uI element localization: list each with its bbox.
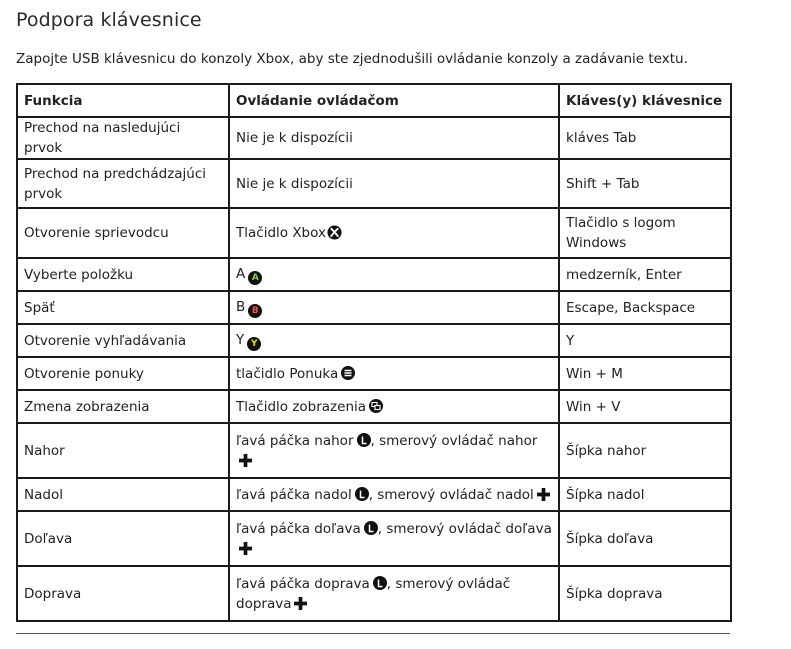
- section-divider: [16, 633, 730, 634]
- dpad-icon: [239, 542, 252, 555]
- table-row: [17, 208, 731, 258]
- cell-function: Zmena zobrazenia: [17, 390, 229, 423]
- xbox-logo-icon: [327, 225, 342, 240]
- intro-text: Zapojte USB klávesnicu do konzoly Xbox, aby ste zjednodušili ovládanie konzoly a zadávanie textu.: [16, 51, 688, 67]
- cell-controller: [229, 159, 559, 208]
- controller-text: A: [236, 266, 246, 282]
- cell-function: Prechod na nasledujúci prvok: [17, 117, 229, 159]
- table-row: [17, 258, 731, 291]
- controller-text: ľavá páčka nadol: [236, 486, 352, 503]
- cell-keyboard: kláves Tab: [559, 117, 731, 159]
- b-button-icon: B: [248, 304, 262, 318]
- cell-keyboard: Šípka doprava: [559, 566, 731, 621]
- table-row: [17, 324, 731, 357]
- controller-text: Tlačidlo zobrazenia: [236, 398, 367, 415]
- table-row: [17, 423, 731, 478]
- cell-controller: [229, 291, 559, 324]
- cell-controller: [229, 511, 559, 566]
- cell-function: Otvorenie ponuky: [17, 357, 229, 390]
- cell-controller: [229, 208, 559, 258]
- dpad-icon: [239, 454, 252, 467]
- controller-text: ľavá páčka doprava: [236, 575, 370, 592]
- table-row: [17, 357, 731, 390]
- table-body: [17, 117, 731, 621]
- cell-controller: [229, 478, 559, 511]
- controller-text-suffix: , smerový ovládač doľava: [377, 520, 552, 537]
- controller-text: B: [236, 299, 246, 315]
- cell-function: Nahor: [17, 423, 229, 478]
- a-button-icon: A: [248, 271, 262, 285]
- cell-keyboard: Tlačidlo s logom Windows: [559, 208, 731, 258]
- dpad-icon: [537, 488, 550, 501]
- cell-keyboard: Y: [559, 324, 731, 357]
- left-stick-icon: [364, 521, 378, 535]
- controller-text: ľavá páčka nahor: [236, 432, 354, 449]
- header-function: Funkcia: [17, 84, 229, 117]
- table-row: [17, 117, 731, 159]
- page-title: Podpora klávesnice: [16, 9, 202, 31]
- table-row: [17, 478, 731, 511]
- controller-text-suffix: , smerový ovládač doprava: [236, 575, 511, 612]
- cell-function: Nadol: [17, 478, 229, 511]
- table-row: [17, 159, 731, 208]
- left-stick-icon: [355, 487, 369, 501]
- keyboard-support-table: [16, 83, 732, 622]
- controller-text: tlačidlo Ponuka: [236, 365, 339, 382]
- table-header-row: [17, 84, 731, 117]
- cell-keyboard: Šípka nadol: [559, 478, 731, 511]
- menu-button-icon: [341, 366, 355, 380]
- cell-keyboard: Win + M: [559, 357, 731, 390]
- controller-text-suffix: , smerový ovládač nahor: [370, 432, 538, 449]
- table-row: [17, 511, 731, 566]
- y-button-icon: Y: [247, 337, 261, 351]
- header-controller: Ovládanie ovládačom: [229, 84, 559, 117]
- view-button-icon: [369, 399, 383, 413]
- cell-function: Prechod na predchádzajúci prvok: [17, 159, 229, 208]
- table-row: [17, 566, 731, 621]
- cell-function: Doprava: [17, 566, 229, 621]
- cell-controller: [229, 423, 559, 478]
- controller-text: Nie je k dispozícii: [236, 130, 353, 146]
- cell-function: Späť: [17, 291, 229, 324]
- cell-keyboard: Win + V: [559, 390, 731, 423]
- cell-function: Otvorenie vyhľadávania: [17, 324, 229, 357]
- cell-keyboard: Šípka nahor: [559, 423, 731, 478]
- cell-controller: [229, 357, 559, 390]
- cell-function: Vyberte položku: [17, 258, 229, 291]
- controller-text: Tlačidlo Xbox: [236, 225, 326, 241]
- cell-function: Doľava: [17, 511, 229, 566]
- controller-text: ľavá páčka doľava: [236, 520, 361, 537]
- controller-text: Nie je k dispozícii: [236, 175, 353, 192]
- controller-text: Y: [236, 332, 245, 348]
- cell-controller: [229, 258, 559, 291]
- cell-controller: [229, 566, 559, 621]
- cell-keyboard: Šípka doľava: [559, 511, 731, 566]
- cell-keyboard: Escape, Backspace: [559, 291, 731, 324]
- left-stick-icon: [357, 433, 371, 447]
- controller-text-suffix: , smerový ovládač nadol: [368, 486, 534, 503]
- dpad-icon: [294, 597, 307, 610]
- cell-controller: [229, 324, 559, 357]
- header-keyboard: Kláves(y) klávesnice: [559, 84, 731, 117]
- cell-keyboard: Shift + Tab: [559, 159, 731, 208]
- table-row: [17, 390, 731, 423]
- cell-keyboard: medzerník, Enter: [559, 258, 731, 291]
- cell-controller: [229, 117, 559, 159]
- left-stick-icon: [373, 576, 387, 590]
- cell-function: Otvorenie sprievodcu: [17, 208, 229, 258]
- cell-controller: [229, 390, 559, 423]
- table-row: [17, 291, 731, 324]
